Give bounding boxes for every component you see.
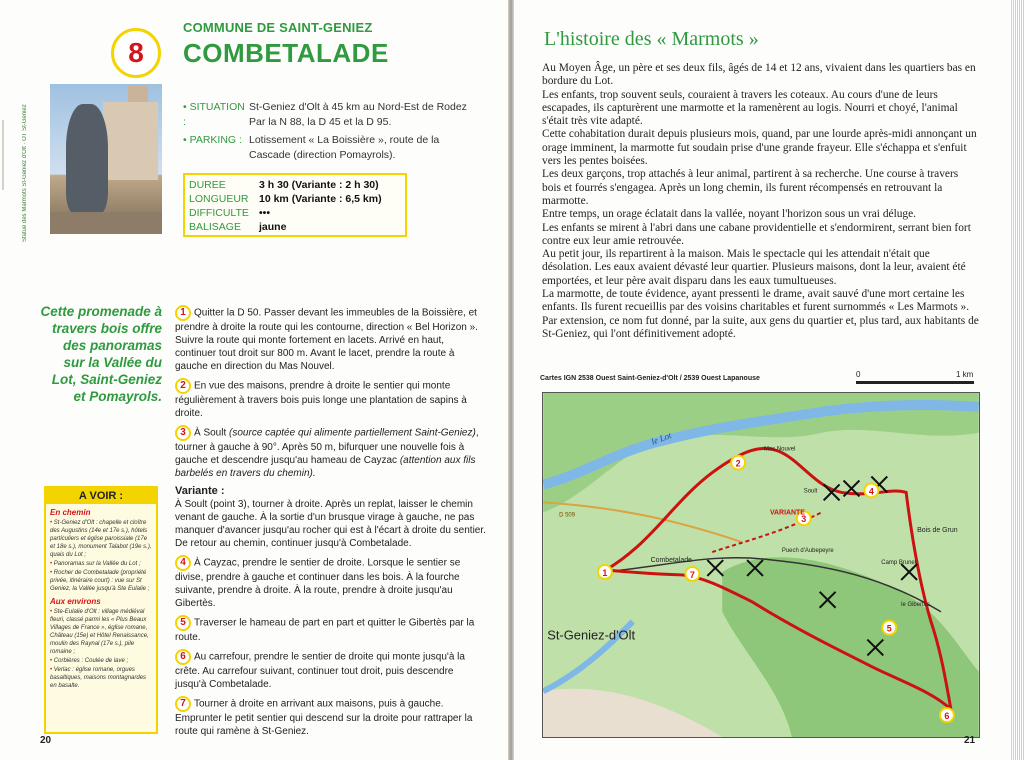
- stat-duration: DUREE 3 h 30 (Variante : 2 h 30): [189, 179, 379, 191]
- hiking-map: [542, 392, 980, 738]
- story-paragraph: Les deux garçons, trop attachés à leur animal, partirent à sa recherche. Une course à travers bois et fourrés s'engagea. Après un long chemin, ils furent récompensés en retrouvant la marmotte.: [542, 168, 959, 207]
- map-label-camp: Camp Brunet: [881, 560, 917, 567]
- map-label-puech: Puech d'Aubepeyre: [781, 548, 834, 555]
- map-label-bois-grun: Bois de Grun: [917, 527, 958, 535]
- map-label-town: St-Geniez-d'Olt: [547, 627, 636, 643]
- hike-number-badge: [111, 28, 161, 78]
- step-4: 4 À Cayzac, prendre le sentier de droite. Lorsque le sentier se divise, prendre à gauche et continuer dans les bois. À la fourche suivante, prendre à droite. À la route, prendre à droite jusqu'au Gibertès.: [175, 557, 461, 609]
- map-label-mas-nouvel: Mas Nouvel: [763, 446, 796, 453]
- step-number: 5: [175, 615, 191, 631]
- step-5: 5 Traverser le hameau de part en part et quitter le Gibertès par la route.: [175, 617, 475, 643]
- story-text: [542, 62, 980, 341]
- svg-text:2: 2: [735, 458, 741, 469]
- story-paragraph: Au petit jour, ils repartirent à la maison. Mais le spectacle qui les attendait n'était que désolation. Les eaux avaient dévasté leur quartier. Plusieurs maisons, dont la leur, avaient été emportées, et leur père avait disparu dans les eaux tumultueuses.: [542, 248, 966, 287]
- svg-text:4: 4: [868, 486, 874, 497]
- story-paragraph: Cette cohabitation durait depuis plusieurs mois, quand, par une lourde après-midi annonçant un orage imminent, la marmotte fut soudain prise d'une grande frayeur. Elle s'échappa et s'enfuit vers les pentes boisées.: [542, 128, 977, 168]
- parking-row: [183, 133, 479, 163]
- stat-length: LONGUEUR 10 km (Variante : 6,5 km): [189, 193, 382, 205]
- parking-label: • PARKING :: [183, 134, 242, 146]
- hike-title: COMBETALADE: [183, 38, 389, 68]
- step-number: 1: [175, 305, 191, 321]
- page-edge: [1010, 0, 1024, 760]
- svg-text:3: 3: [801, 514, 807, 525]
- step-number: 4: [175, 555, 191, 571]
- commune-name: COMMUNE DE SAINT-GENIEZ: [183, 20, 373, 35]
- steps-list: [175, 305, 487, 743]
- stats-box: [183, 173, 407, 237]
- building: [103, 102, 158, 180]
- svg-text:1: 1: [602, 567, 608, 578]
- step-6: 6 Au carrefour, prendre le sentier de droite qui monte jusqu'à la crête. Au carrefour suivant, continuer tout droit, puis descendre jusqu'à Combetalade.: [175, 651, 465, 690]
- situation-value: St-Geniez d'Olt à 45 km au Nord-Est de Rodez Par la N 88, la D 45 et la D 95.: [249, 101, 467, 128]
- page-number-right: 21: [964, 735, 976, 746]
- step-7: 7 Tourner à droite en arrivant aux maisons, puis à gauche. Emprunter le petit sentier qui descend sur la droite pour rattraper la route qui ramène à St-Geniez.: [175, 698, 473, 737]
- story-paragraph: La marmotte, de toute évidence, ayant pressenti le drame, avait sauvé d'une mort certaine les enfants. Ils furent recueillis par des voisins charitables et furent surnommés « Les Marmots ».: [542, 288, 970, 314]
- list-item: • Verlac : église romane, orgues basaltiques, maisons montagnardes en basalte.: [50, 666, 152, 690]
- svg-text:6: 6: [944, 711, 950, 722]
- step-1: 1 Quitter la D 50. Passer devant les immeubles de la Boissière, et prendre à droite la route qui les contourne, direction « Bel Horizon ». Suivre la route qui monte fortement en lacets. Arrivé en haut, continuer tout droit sur 800 m. Avant le lacet, prendre la route à gauche en direction du Mas Nouvel.: [175, 307, 478, 372]
- situation-label: • SITUATION :: [183, 101, 245, 128]
- en-chemin-list: [50, 519, 152, 593]
- scale-bar: [856, 381, 974, 384]
- statue-photo: [50, 84, 162, 234]
- svg-text:5: 5: [886, 623, 892, 634]
- hike-number: 8: [128, 37, 144, 68]
- list-item: • Rocher de Combetalade (propriété privée, itinéraire court) : vue sur St Geniez, la Vallée jusqu'à Ste Eulalie ;: [50, 569, 152, 593]
- map-label-river: le Lot: [649, 430, 673, 447]
- story-paragraph: Au Moyen Âge, un père et ses deux fils, âgés de 14 et 12 ans, vivaient dans les quartiers bas en bordure du Lot.: [542, 62, 976, 88]
- aux-environs-list: [50, 608, 152, 690]
- a-voir-box: [44, 486, 158, 734]
- story-paragraph: Les enfants, trop souvent seuls, couraient à travers les coteaux. Au cours d'une de leurs escapades, ils capturèrent une marmotte et la ramenèrent au logis. Nourri et choyé, l'animal s'était très vite adapté.: [542, 88, 958, 128]
- map-label-gibertes: le Gibertès: [901, 601, 930, 608]
- step-3: 3 À Soult (source captée qui alimente partiellement Saint-Geniez), tourner à gauche à 90°. Après 50 m, bifurquer une nouvelle fois à gauche et descendre jusqu'au hameau de Cayzac (attention aux fils barbelés en travers du chemin).: [175, 427, 479, 479]
- map-caption: Cartes IGN 2538 Ouest Saint-Geniez-d'Olt / 2539 Ouest Lapanouse: [540, 375, 760, 382]
- aux-environs-title: Aux environs: [50, 597, 101, 606]
- variante: [175, 485, 487, 550]
- statue-figure: [66, 104, 108, 214]
- step-number: 3: [175, 425, 191, 441]
- right-page: [514, 0, 1024, 760]
- step-number: 6: [175, 649, 191, 665]
- step-2: 2 En vue des maisons, prendre à droite le sentier qui monte régulièrement à travers bois puis longe une plantation de sapins à droite.: [175, 380, 467, 419]
- list-item: • Ste-Eulalie d'Olt : village médiéval fleuri, classé parmi les « Plus Beaux Villages de France », église romane, Château (15e) et Hôtel Renaissance, moulin des Raynal (17e s.), pile romaine ;: [50, 608, 152, 656]
- en-chemin-title: En chemin: [50, 508, 91, 517]
- story-paragraph: Les enfants se mirent à l'abri dans une cabane providentielle et s'endormirent, serrant bien fort contre eux leur amie retrouvée.: [542, 221, 971, 247]
- step-number: 7: [175, 696, 191, 712]
- list-item: • St-Geniez d'Olt : chapelle et cloître des Augustins (14e et 17e s.), hôtels particuliers et église paroissiale (17e et 18e s.), monument Talabot (19e s.), quais du Lot ;: [50, 519, 152, 559]
- intro-text: Cette promenade à travers bois offre des panoramas sur la Vallée du Lot, Saint-Geniez et Pomayrols.: [40, 304, 162, 404]
- parking-value: Lotissement « La Boissière », route de la Cascade (direction Pomayrols).: [249, 134, 440, 161]
- left-page: [0, 0, 508, 760]
- photo-caption: Statue des Marmots St-Geniez d'Olt · OT St-Geniez: [22, 104, 28, 242]
- variante-label: Variante :: [175, 485, 225, 497]
- situation-row: [183, 100, 479, 130]
- scale-end: 1 km: [956, 370, 974, 379]
- map-label-road: D 509: [559, 512, 576, 519]
- stat-marking: BALISAGE jaune: [189, 221, 287, 233]
- map-label-combetalade: Combetalade: [650, 557, 692, 565]
- variante-text: À Soult (point 3), tourner à droite. Après un replat, laisser le chemin venant de gauche. À la sortie d'un brusque virage à gauche, ne pas manquer d'avancer jusqu'au rocher qui est à l'écart à droite du sentier. De retour au chemin, continuer jusqu'à Combetalade.: [175, 499, 486, 549]
- a-voir-title: A VOIR :: [46, 488, 156, 504]
- plant-decoration: [2, 120, 20, 190]
- step-number: 2: [175, 378, 191, 394]
- page-number-left: 20: [40, 735, 52, 746]
- statue-base: [50, 212, 162, 234]
- list-item: • Corbières : Coulée de lave ;: [50, 657, 152, 665]
- svg-text:7: 7: [689, 569, 695, 580]
- map-label-variante: VARIANTE: [769, 509, 805, 517]
- stat-difficulty: DIFFICULTE •••: [189, 207, 271, 219]
- scale-start: 0: [856, 370, 861, 379]
- story-title: L'histoire des « Marmots »: [544, 28, 759, 50]
- story-paragraph: Par extension, ce nom fut donné, par la suite, aux gens du quartier et, plus tard, aux habitants de St-Geniez, qui l'ont définitivement adopté.: [542, 314, 979, 340]
- map-label-soult: Soult: [803, 488, 818, 495]
- story-paragraph: Entre temps, un orage éclatait dans la vallée, noyant l'horizon sous un vrai déluge.: [542, 208, 917, 221]
- list-item: • Panoramas sur la Vallée du Lot ;: [50, 560, 152, 568]
